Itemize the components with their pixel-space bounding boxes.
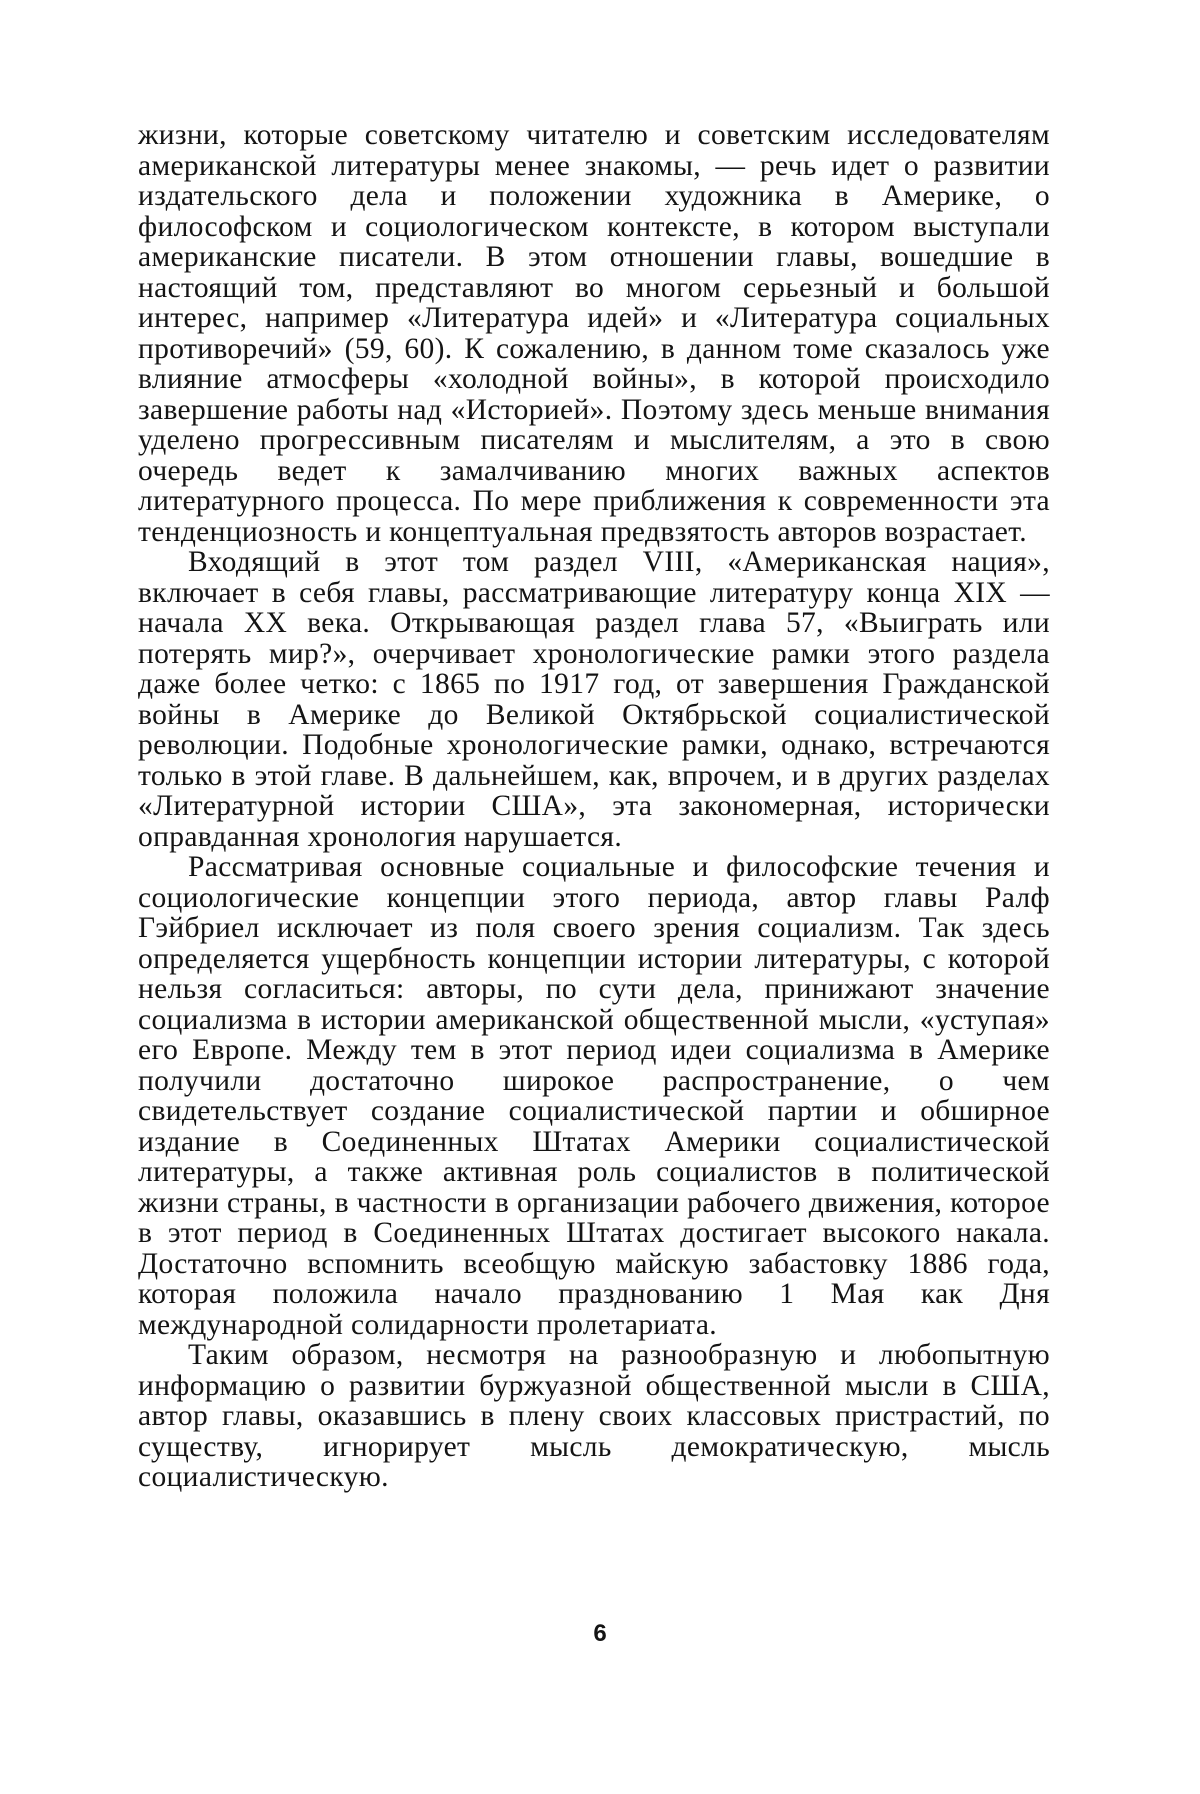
paragraph-3: Рассматривая основные социальные и философские течения и социологические концепции этого периода, автор главы Ралф Гэйбриел исключает из поля своего зрения социализм. Так здесь определяется ущербность концепции истории литературы, с которой нельзя согласиться: авторы, по сути дела, принижают значение социализма в истории американской общественной мысли, «уступая» его Европе. Между тем в этот период идеи социализма в Америке получили достаточно широкое распространение, о чем свидетельствует создание социалистической партии и обширное издание в Соединенных Штатах Америки социалистической литературы, а также активная роль социалистов в политической жизни страны, в частности в организации рабочего движения, которое в этот период в Соединенных Штатах достигает высокого накала. Достаточно вспомнить всеобщую майскую забастовку 1886 года, которая положила начало празднованию 1 Мая как Дня международной солидарности пролетариата. bbox=[138, 851, 1050, 1341]
paragraph-2: Входящий в этот том раздел VIII, «Американская нация», включает в себя главы, рассматривающие литературу конца XIX — начала XX века. Открывающая раздел глава 57, «Выиграть или потерять мир?», очерчивает хронологические рамки этого раздела даже более четко: с 1865 по 1917 год, от завершения Гражданской войны в Америке до Великой Октябрьской социалистической революции. Подобные хронологические рамки, однако, встречаются только в этой главе. В дальнейшем, как, впрочем, и в других разделах «Литературной истории США», эта закономерная, исторически оправданная хронология нарушается. bbox=[138, 546, 1050, 853]
page-number: 6 bbox=[593, 1620, 607, 1647]
page-body bbox=[138, 120, 1050, 1493]
paragraph-1: жизни, которые советскому читателю и советским исследователям американской литературы менее знакомы, — речь идет о развитии издательского дела и положении художника в Америке, о философском и социологическом контексте, в котором выступали американские писатели. В этом отношении главы, вошедшие в настоящий том, представляют во многом серьезный и большой интерес, например «Литература идей» и «Литература социальных противоречий» (59, 60). К сожалению, в данном томе сказалось уже влияние атмосферы «холодной войны», в которой происходило завершение работы над «Историей». Поэтому здесь меньше внимания уделено прогрессивным писателям и мыслителям, а это в свою очередь ведет к замалчиванию многих важных аспектов литературного процесса. По мере приближения к современности эта тенденциозность и концептуальная предвзятость авторов возрастает. bbox=[138, 119, 1050, 548]
paragraph-4: Таким образом, несмотря на разнообразную и любопытную информацию о развитии буржуазной общественной мысли в США, автор главы, оказавшись в плену своих классовых пристрастий, по существу, игнорирует мысль демократическую, мысль социалистическую. bbox=[138, 1339, 1050, 1493]
